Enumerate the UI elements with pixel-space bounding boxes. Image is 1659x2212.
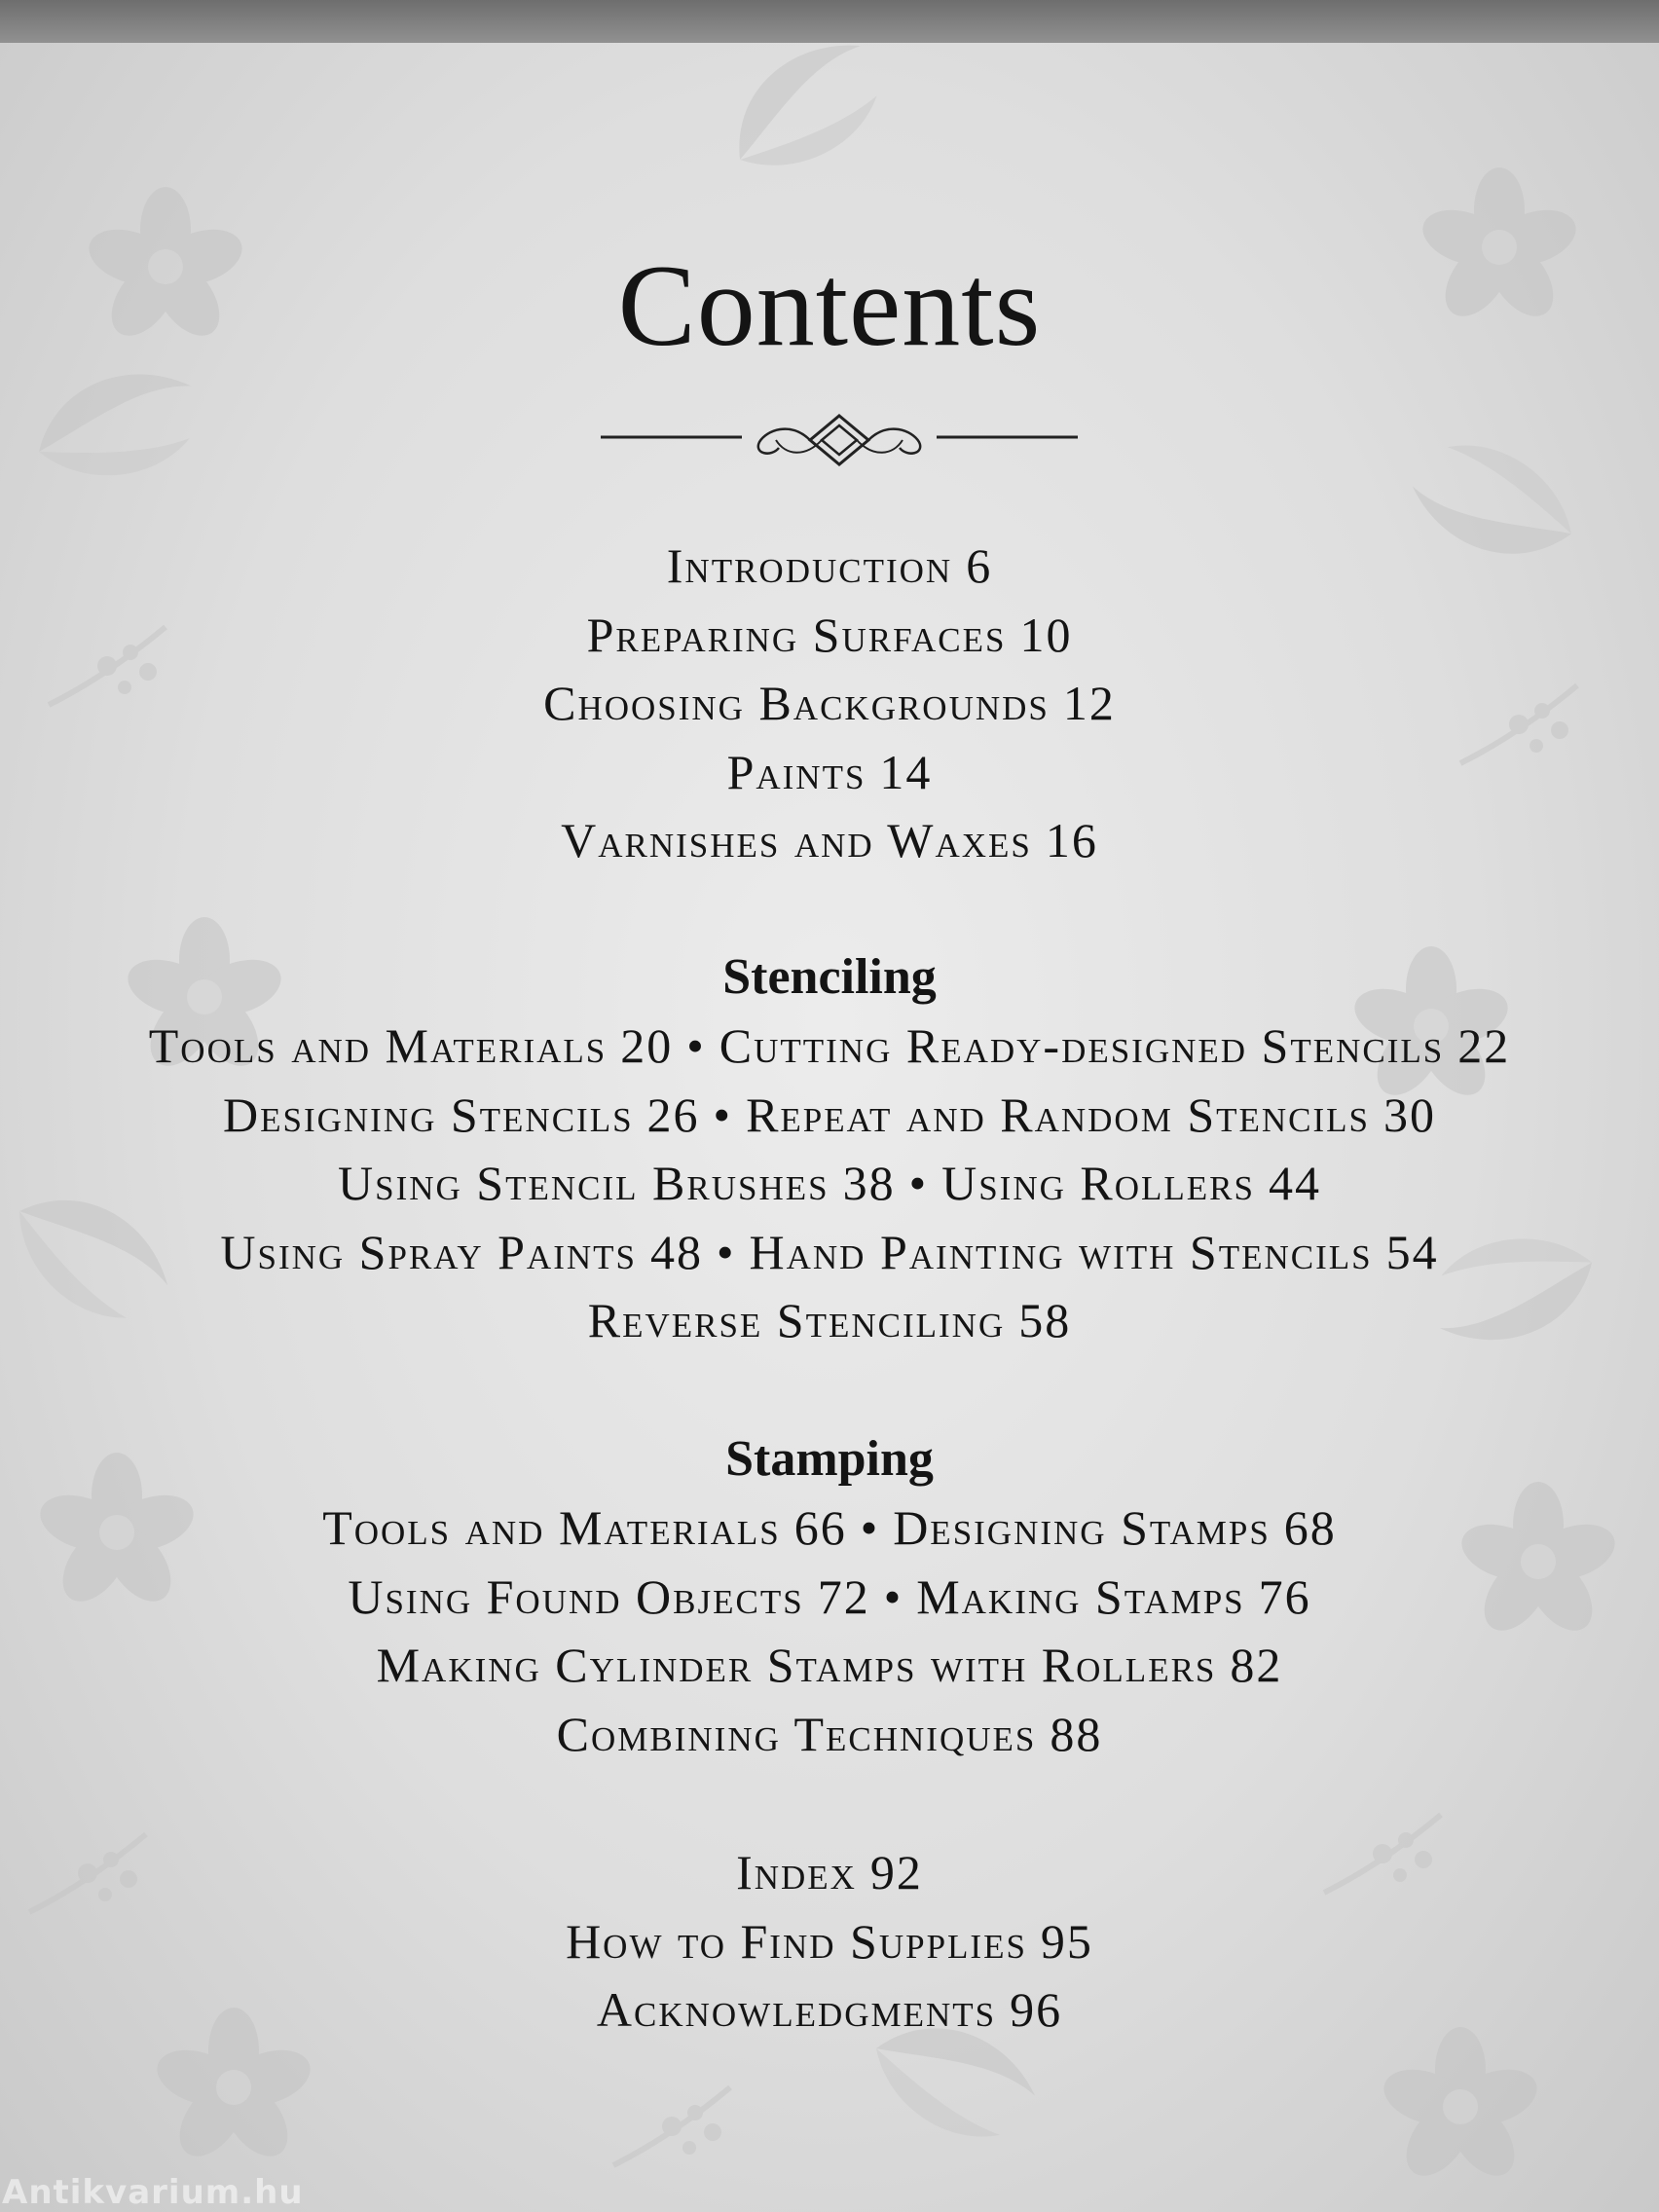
toc-entry[interactable]: Preparing Surfaces 10	[586, 607, 1073, 662]
stenciling-section	[0, 943, 1659, 1355]
toc-line	[0, 1563, 1659, 1632]
title-flourish-ornament	[596, 411, 1083, 498]
toc-entry[interactable]: Hand Painting with Stencils 54	[749, 1224, 1439, 1279]
toc-line	[0, 1218, 1659, 1287]
toc-entry[interactable]: How to Find Supplies 95	[566, 1913, 1093, 1969]
toc-entry[interactable]: Using Stencil Brushes 38	[338, 1156, 896, 1210]
toc-entry[interactable]: Making Cylinder Stamps with Rollers 82	[376, 1638, 1283, 1692]
toc-line	[0, 1149, 1659, 1218]
toc-entry[interactable]: Tools and Materials 20	[148, 1018, 674, 1073]
stamping-section	[0, 1425, 1659, 1768]
page-title: Contents	[617, 240, 1042, 370]
toc-line	[0, 1081, 1659, 1150]
toc-line	[0, 1286, 1659, 1355]
watermark-text: Antikvarium.hu	[2, 2173, 304, 2212]
bullet-separator: •	[860, 1500, 880, 1555]
toc-entry[interactable]: Designing Stencils 26	[222, 1087, 700, 1142]
toc-entry[interactable]: Repeat and Random Stencils 30	[746, 1087, 1437, 1142]
toc-line	[0, 1012, 1659, 1081]
toc-entry[interactable]: Choosing Backgrounds 12	[543, 676, 1116, 730]
back-matter-list	[0, 1838, 1659, 2045]
toc-entry[interactable]: Making Stamps 76	[916, 1568, 1311, 1624]
toc-line	[0, 1631, 1659, 1700]
toc-entry[interactable]: Reverse Stenciling 58	[587, 1293, 1072, 1347]
section-heading: Stenciling	[722, 949, 937, 1005]
toc-entry[interactable]: Combining Techniques 88	[556, 1706, 1103, 1761]
toc-entry[interactable]: Using Rollers 44	[941, 1156, 1321, 1210]
toc-line	[0, 1493, 1659, 1563]
toc-entry[interactable]: Cutting Ready-designed Stencils 22	[719, 1018, 1511, 1073]
bullet-separator: •	[717, 1224, 736, 1279]
toc-entry[interactable]: Using Found Objects 72	[348, 1568, 870, 1624]
toc-entry[interactable]: Varnishes and Waxes 16	[561, 813, 1098, 867]
toc-entry[interactable]: Introduction 6	[666, 538, 993, 593]
toc-entry[interactable]: Using Spray Paints 48	[220, 1224, 703, 1279]
bullet-separator: •	[883, 1568, 903, 1624]
toc-entry[interactable]: Tools and Materials 66	[322, 1500, 847, 1555]
contents-page	[0, 43, 1659, 2212]
toc-entry[interactable]: Paints 14	[726, 744, 933, 799]
toc-entry[interactable]: Designing Stamps 68	[893, 1500, 1337, 1555]
bullet-separator: •	[713, 1087, 733, 1142]
toc-entry[interactable]: Index 92	[736, 1845, 923, 1899]
toc-line	[0, 1700, 1659, 1769]
bullet-separator: •	[908, 1156, 929, 1210]
toc-entry[interactable]: Acknowledgments 96	[596, 1982, 1063, 2037]
contents-text	[0, 43, 1659, 2212]
bullet-separator: •	[686, 1018, 706, 1073]
section-heading: Stamping	[725, 1431, 934, 1487]
front-matter-list	[0, 532, 1659, 875]
